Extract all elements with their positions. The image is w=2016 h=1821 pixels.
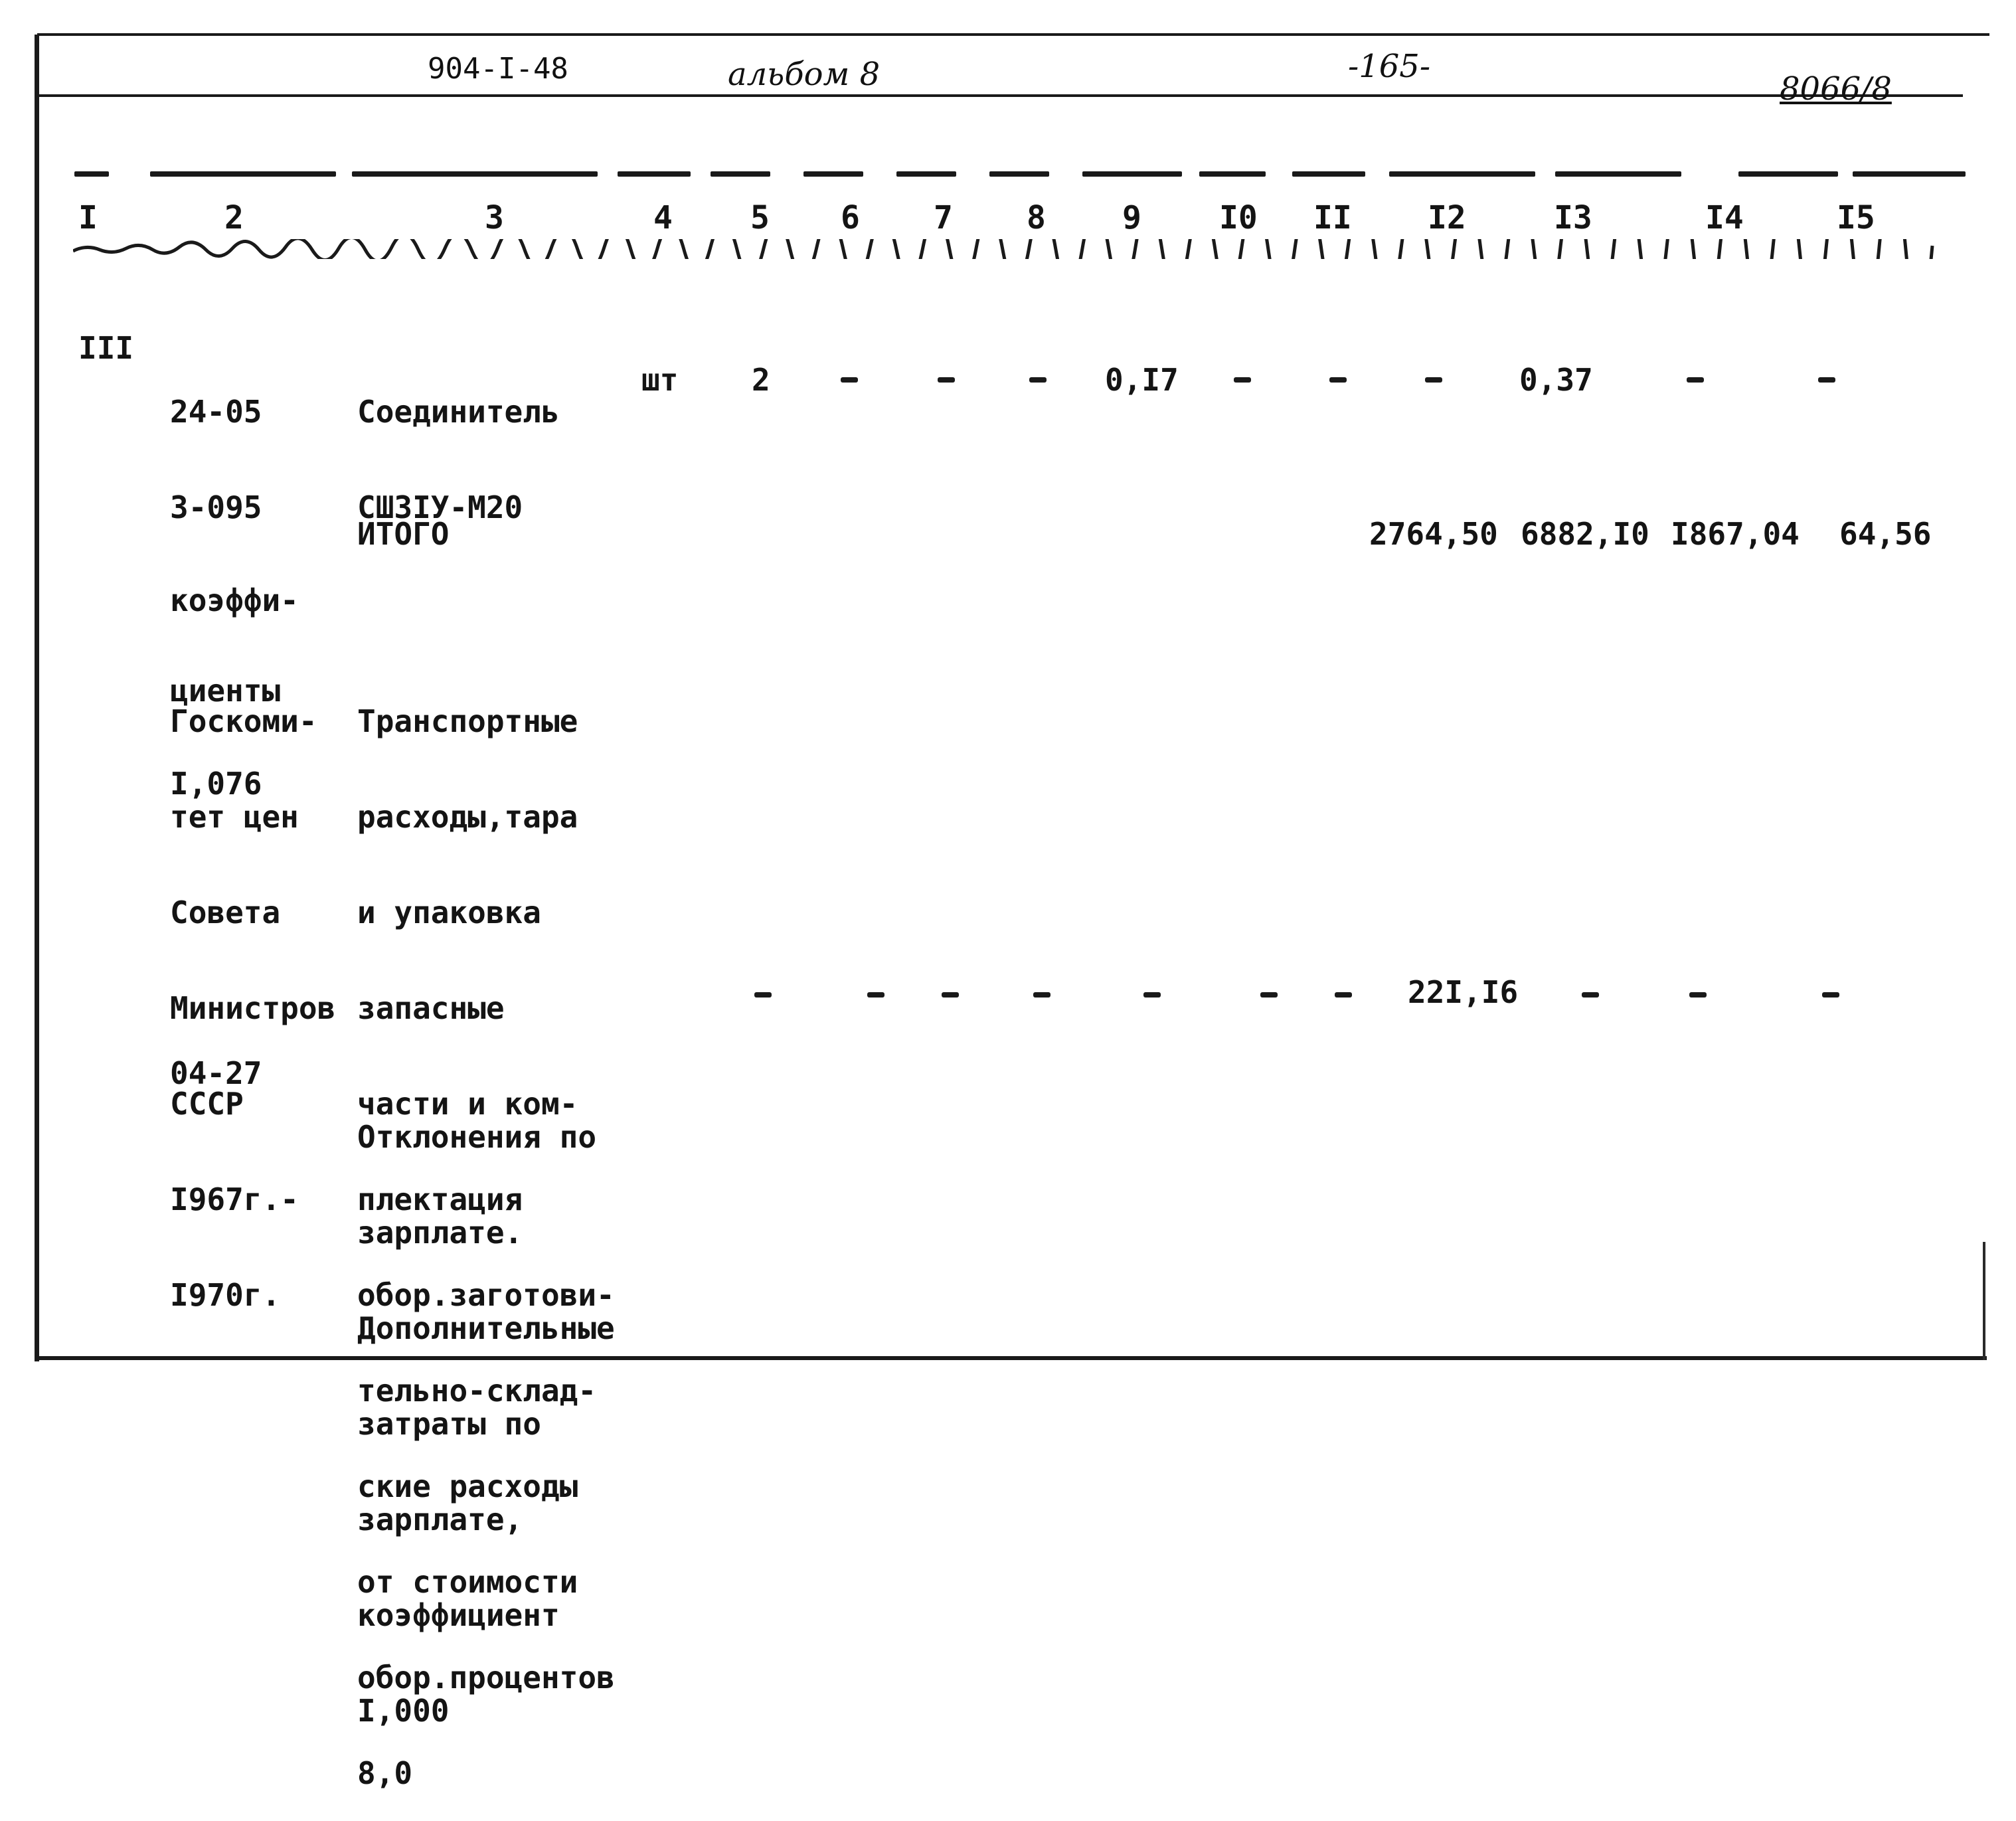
- row1-code-line: 24-05: [170, 394, 262, 430]
- frame-left-border: [35, 35, 39, 1361]
- row2-dash-col9: [1143, 992, 1161, 997]
- column-number-3: 3: [485, 199, 504, 236]
- row1-col13-value: 0,37: [1519, 362, 1593, 398]
- doc-code: 904-I-48: [428, 52, 568, 86]
- column-number-11: II: [1313, 199, 1352, 236]
- row1-dash-col10: [1234, 377, 1251, 383]
- row2-description-line: от стоимости: [357, 1564, 578, 1600]
- row2-source-line: тет цен: [170, 799, 299, 835]
- row1-dash-col7: [938, 377, 955, 383]
- row1-dash-col8: [1029, 377, 1047, 383]
- row2-description-line: обор.заготови-: [357, 1277, 615, 1313]
- total-col14: I867,04: [1671, 516, 1800, 552]
- row1-number: III: [78, 330, 134, 366]
- row2-source-line: I970г.: [170, 1277, 281, 1313]
- row2-dash-col8: [1033, 992, 1050, 997]
- row1-dash-col11: [1329, 377, 1347, 383]
- header-divider: [37, 94, 1963, 97]
- row1-dash-col15: [1818, 377, 1835, 383]
- row2-description-line: Транспортные: [357, 703, 578, 739]
- row1-dash-col6: [841, 377, 858, 383]
- row2-description-line: части и ком-: [357, 1086, 578, 1122]
- row2-dash-col7: [942, 992, 959, 997]
- total-col15: 64,56: [1839, 516, 1932, 552]
- total-col13: 6882,I0: [1521, 516, 1649, 552]
- column-number-10: I0: [1219, 199, 1258, 236]
- column-number-5: 5: [750, 199, 770, 236]
- column-number-6: 6: [841, 199, 860, 236]
- column-number-2: 2: [224, 199, 244, 236]
- row2-source-line: I967г.-: [170, 1181, 299, 1217]
- row1-quantity: 2: [752, 362, 770, 398]
- row2-source-line: Совета: [170, 895, 281, 930]
- row1-name-line: Соединитель: [357, 394, 560, 430]
- row1-unit: шт: [641, 362, 679, 398]
- total-label: ИТОГО: [357, 516, 450, 552]
- header-top-line: [37, 33, 1989, 36]
- row2-description-line: плектация: [357, 1181, 523, 1217]
- row3-description-line: зарплате.: [357, 1215, 523, 1251]
- column-number-12: I2: [1428, 199, 1466, 236]
- row1-name-line: СШЗIУ-М20: [357, 489, 523, 525]
- row2-dash-col6: [867, 992, 884, 997]
- wavy-header-underline: [73, 239, 1946, 259]
- column-number-13: I3: [1554, 199, 1592, 236]
- row3-description-line: Отклонения по: [357, 1119, 597, 1155]
- row1-dash-col12: [1425, 377, 1442, 383]
- row2-source-line: Министров: [170, 990, 336, 1026]
- row2-description-line: 8,0: [357, 1755, 413, 1791]
- column-number-14: I4: [1705, 199, 1744, 236]
- row3-description-line: Дополнительные: [357, 1310, 615, 1346]
- page-number: -165-: [1348, 48, 1431, 85]
- row2-description-line: расходы,тара: [357, 799, 578, 835]
- row2-dash-col11: [1335, 992, 1352, 997]
- column-number-7: 7: [934, 199, 953, 236]
- column-number-8: 8: [1027, 199, 1046, 236]
- row2-source-line: СССР: [170, 1086, 244, 1122]
- frame-bottom-border: [35, 1356, 1987, 1360]
- row2-dash-col15: [1822, 992, 1839, 997]
- row3-description-cell: [357, 1057, 615, 1759]
- row1-dash-col14: [1687, 377, 1704, 383]
- row2-dash-col10: [1260, 992, 1278, 997]
- row2-dash-col13: [1582, 992, 1599, 997]
- row3-description-line: I,000: [357, 1693, 450, 1729]
- row2-dash-col5: [754, 992, 772, 997]
- row2-col12-value: 22I,I6: [1408, 974, 1519, 1010]
- row1-code-line: 3-095: [170, 489, 262, 525]
- row2-description-line: тельно-склад-: [357, 1373, 597, 1409]
- row1-code-line: I,076: [170, 766, 262, 802]
- row3-code: 04-27: [170, 1055, 262, 1091]
- row3-description-line: коэффициент: [357, 1597, 560, 1633]
- album-label: альбом 8: [728, 56, 881, 93]
- column-number-1: I: [78, 199, 98, 236]
- row2-description-line: ские расходы: [357, 1468, 578, 1504]
- row2-description-line: обор.процентов: [357, 1660, 615, 1695]
- row2-description-line: запасные: [357, 990, 505, 1026]
- row3-description-line: зарплате,: [357, 1502, 523, 1537]
- total-col12: 2764,50: [1369, 516, 1498, 552]
- row3-description-line: затраты по: [357, 1406, 541, 1442]
- column-number-4: 4: [653, 199, 673, 236]
- frame-right-border: [1983, 1242, 1985, 1360]
- row2-source-line: Госкоми-: [170, 703, 317, 739]
- column-number-9: 9: [1122, 199, 1141, 236]
- column-number-15: I5: [1837, 199, 1875, 236]
- row2-source-cell: [170, 642, 335, 1343]
- row1-col9-value: 0,I7: [1105, 362, 1179, 398]
- row1-code-line: коэффи-: [170, 582, 299, 618]
- row2-dash-col14: [1689, 992, 1707, 997]
- row1-code-line: циенты: [170, 673, 281, 709]
- ref-number: 8066/8: [1780, 70, 1892, 108]
- row2-description-line: и упаковка: [357, 895, 541, 930]
